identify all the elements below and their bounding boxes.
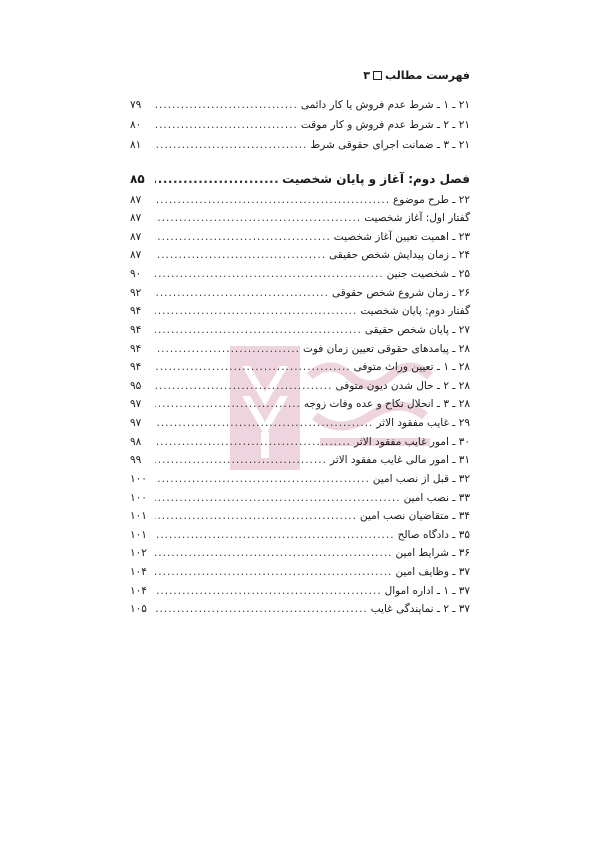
toc-entry-title: ۲۸ ـ ۱ ـ تعیین وراث متوفی [353, 361, 470, 373]
toc-entry-row [130, 138, 470, 152]
toc-entry-title: ۲۸ ـ پیامدهای حقوقی تعیین زمان فوت [302, 343, 470, 355]
toc-page-number: ۸۷ [130, 249, 142, 261]
toc-entry-title: ۲۵ ـ شخصیت جنین [386, 268, 470, 280]
toc-page-number: ۹۵ [130, 380, 142, 392]
square-bullet-icon [373, 71, 382, 80]
toc-entry-title: گفتار اول: آغاز شخصیت [364, 212, 470, 224]
dot-leader [155, 98, 298, 112]
dot-leader [155, 360, 351, 374]
toc-entry-title: ۲۳ ـ اهمیت تعیین آغاز شخصیت [333, 231, 470, 243]
toc-entry-row [130, 528, 470, 542]
toc-page-number: ۱۰۱ [130, 529, 147, 541]
toc-page-number: ۱۰۰ [130, 473, 147, 485]
toc-entry-title: ۲۶ ـ زمان شروع شخص حقوقی [331, 287, 470, 299]
toc-entry-title: ۳۵ ـ دادگاه صالح [397, 529, 470, 541]
toc-page-number: ۱۰۴ [130, 585, 147, 597]
toc-page-number: ۷۹ [130, 99, 142, 111]
toc-entry-title: فصل دوم: آغاز و پایان شخصیت [282, 172, 470, 186]
dot-leader [155, 435, 351, 449]
toc-entry-title: ۲۱ ـ ۳ ـ ضمانت اجرای حقوقی شرط [310, 139, 470, 151]
toc-page-number: ۹۸ [130, 436, 142, 448]
toc-entry-title: ۳۳ ـ نصب امین [403, 492, 470, 504]
dot-leader [155, 323, 362, 337]
toc-entry-title: ۳۷ ـ ۱ ـ اداره اموال [384, 585, 470, 597]
toc-entry-row [130, 323, 470, 337]
dot-leader [155, 584, 382, 598]
toc-page-number: ۱۰۱ [130, 510, 147, 522]
toc-entry-row [130, 248, 470, 262]
toc-entry-title: ۲۹ ـ غایب مفقود الاثر [376, 417, 470, 429]
toc-entry-title: ۲۸ ـ ۳ ـ انحلال نکاح و عده وفات زوجه [303, 398, 470, 410]
toc-entry-title: ۳۴ ـ متقاضیان نصب امین [359, 510, 470, 522]
dot-leader [155, 230, 331, 244]
dot-leader [155, 528, 395, 542]
toc-page-number: ۸۷ [130, 194, 142, 206]
running-header [363, 69, 470, 82]
dot-leader [155, 138, 307, 152]
toc-entry-title: ۲۸ ـ ۲ ـ حال شدن دیون متوفی [335, 380, 470, 392]
toc-entry-row [130, 491, 470, 505]
toc-entry-title: ۳۶ ـ شرایط امین [395, 547, 470, 559]
dot-leader [155, 118, 298, 132]
toc-entry-row [130, 286, 470, 300]
header-page-number: ۳ [363, 69, 370, 82]
toc-page-number: ۱۰۵ [130, 603, 147, 615]
dot-leader [155, 546, 393, 560]
toc-page-number: ۹۷ [130, 417, 142, 429]
toc-entry-row [130, 193, 470, 207]
toc-entry-row [130, 230, 470, 244]
toc-page-number: ۸۱ [130, 139, 142, 151]
dot-leader [155, 248, 326, 262]
toc-page-number: ۹۴ [130, 324, 142, 336]
toc-page-number: ۸۷ [130, 231, 142, 243]
toc-page-number: ۹۴ [130, 361, 142, 373]
toc-page-number: ۱۰۲ [130, 547, 147, 559]
dot-leader [155, 286, 329, 300]
toc-page-number: ۸۷ [130, 212, 142, 224]
dot-leader [155, 472, 370, 486]
toc-page-number: ۹۹ [130, 454, 142, 466]
toc-entry-title: ۳۷ ـ ۲ ـ نمایندگی غایب [370, 603, 470, 615]
toc-entry-title: ۲۱ ـ ۱ ـ شرط عدم فروش یا کار دائمی [300, 99, 470, 111]
dot-leader [155, 342, 300, 356]
dot-leader [155, 397, 301, 411]
toc-entry-title: گفتار دوم: پایان شخصیت [360, 305, 470, 317]
toc-entry-title: ۳۷ ـ وظایف امین [395, 566, 470, 578]
chapter-heading-row [130, 172, 470, 186]
toc-page-number: ۹۴ [130, 343, 142, 355]
toc-entry-row [130, 304, 470, 318]
toc-entry-row [130, 211, 470, 225]
toc-entry-row [130, 118, 470, 132]
toc-page-number: ۸۵ [130, 172, 145, 186]
dot-leader [155, 602, 368, 616]
toc-entry-row [130, 509, 470, 523]
toc-page-number: ۹۷ [130, 398, 142, 410]
dot-leader [155, 565, 393, 579]
toc-entry-row [130, 379, 470, 393]
toc-entry-row [130, 342, 470, 356]
toc-entry-title: ۳۰ ـ امور غایب مفقود الاثر [354, 436, 470, 448]
toc-page-number: ۹۴ [130, 305, 142, 317]
toc-entry-row [130, 546, 470, 560]
toc-entry-row [130, 397, 470, 411]
toc-entry-title: ۲۷ ـ پایان شخص حقیقی [364, 324, 470, 336]
toc-page-number: ۱۰۴ [130, 566, 147, 578]
dot-leader [155, 453, 327, 467]
toc-entry-title: ۲۴ ـ زمان پیدایش شخص حقیقی [329, 249, 470, 261]
toc-entry-row [130, 360, 470, 374]
dot-leader [155, 304, 357, 318]
toc-entry-row [130, 602, 470, 616]
toc-page-number: ۸۰ [130, 119, 142, 131]
toc-entry-title: ۲۲ ـ طرح موضوع [393, 194, 470, 206]
toc-entry-row [130, 453, 470, 467]
toc-entry-title: ۳۱ ـ امور مالی غایب مفقود الاثر [329, 454, 470, 466]
dot-leader [155, 416, 373, 430]
toc-entry-row [130, 565, 470, 579]
toc-entry-row [130, 472, 470, 486]
toc-page-number: ۹۰ [130, 268, 142, 280]
dot-leader [155, 509, 357, 523]
dot-leader [155, 193, 390, 207]
toc-entry-title: ۳۲ ـ قبل از نصب امین [372, 473, 470, 485]
toc-entry-row [130, 584, 470, 598]
toc-page-number: ۱۰۰ [130, 492, 147, 504]
toc-page-number: ۹۲ [130, 287, 142, 299]
toc-entry-row [130, 98, 470, 112]
dot-leader [155, 379, 332, 393]
dot-leader [155, 172, 279, 186]
dot-leader [155, 491, 401, 505]
dot-leader [155, 267, 384, 281]
toc-entry-title: ۲۱ ـ ۲ ـ شرط عدم فروش و کار موقت [300, 119, 470, 131]
header-title: فهرست مطالب [384, 69, 470, 82]
dot-leader [155, 211, 361, 225]
toc-entry-row [130, 267, 470, 281]
toc-entry-row [130, 416, 470, 430]
toc-entry-row [130, 435, 470, 449]
